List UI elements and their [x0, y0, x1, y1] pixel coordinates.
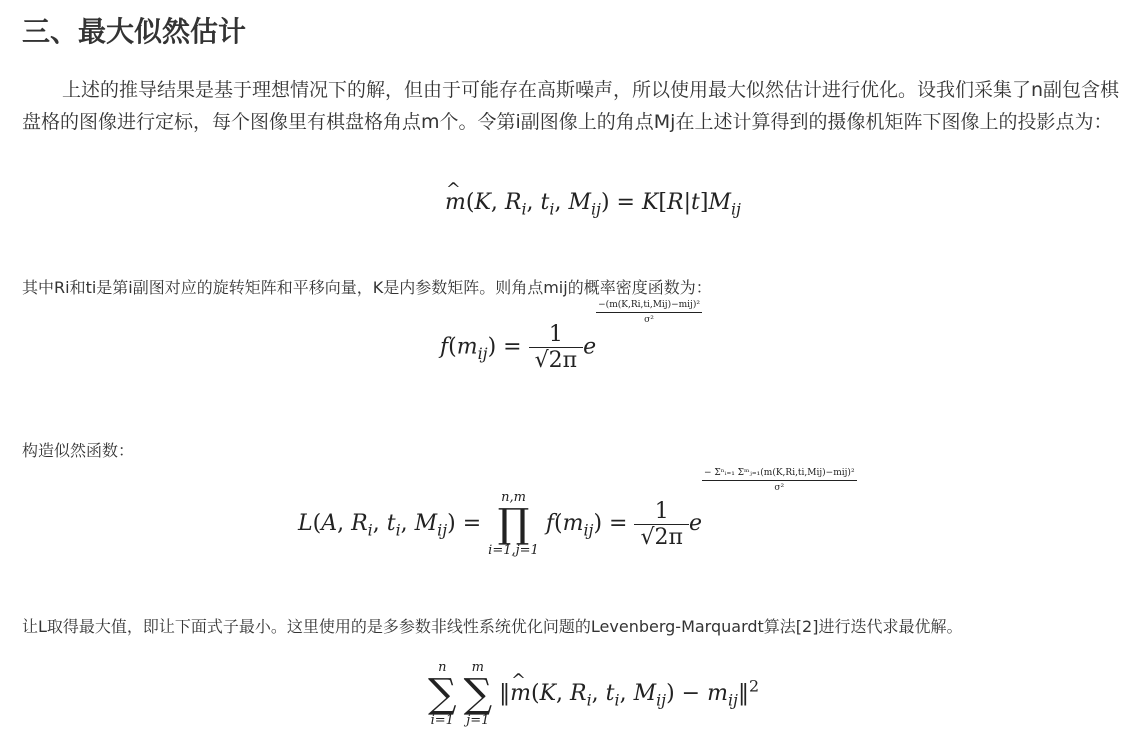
likelihood-fraction	[634, 499, 688, 550]
pdf-exponent-numerator: −(m(K,Ri,ti,Mij)−mij)²	[596, 300, 702, 313]
equation-probability-density: $f(m_{ij})$ = $\frac{1}{√2\pi}$ e −(m(K,Ri,ti,Mij)−mij)² σ²	[440, 300, 700, 373]
pdf-fraction-numerator: 1	[548, 322, 563, 347]
sum-j-upper-limit: m	[471, 660, 484, 675]
likelihood-exponent-numerator: − Σⁿᵢ₌₁ Σᵐⱼ₌₁(m(K,Ri,ti,Mij)−mij)²	[702, 468, 857, 481]
intro-paragraph: 上述的推导结果是基于理想情况下的解，但由于可能存在高斯噪声，所以使用最大似然估计进行优化。设我们采集了n副包含棋盘格的图像进行定标，每个图像里有棋盘格角点m个。令第i副图像上的角点Mj在上述计算得到的摄像机矩阵下图像上的投影点为：	[22, 79, 1120, 133]
pdf-exponent	[596, 300, 702, 325]
sum-j-lower-limit: j=1	[466, 713, 490, 728]
equation-projection: ^ m(K, $R_i$, $t_i$, $M_{ij}) = K[R|t]M_{ij}$	[445, 190, 741, 218]
likelihood-fraction-numerator: 1	[654, 498, 669, 524]
sum-operator-i	[428, 660, 457, 728]
likelihood-exponent	[702, 468, 857, 493]
product-symbol: ∏	[497, 501, 530, 547]
section-heading: 三、最大似然估计	[22, 15, 247, 48]
pdf-fraction-denominator: √2π	[529, 347, 583, 373]
sum-i-symbol: ∑	[428, 671, 457, 717]
sum-j-symbol: ∑	[463, 671, 493, 717]
pdf-exponent-denominator: σ²	[644, 315, 654, 325]
likelihood-paragraph: 构造似然函数：	[22, 441, 135, 460]
equation-likelihood: L(A, $R_i$, $t_i$, $M_{ij}$) = n,m ∏ i=1,j=1 $f(m_{ij})$ = $\frac{1}{√2\pi}$ e − Σⁿᵢ₌₁ Σᵐⱼ₌₁(m(K,Ri,ti,Mij)−mij)² σ²	[298, 468, 855, 558]
sum-i-upper-limit: n	[438, 660, 447, 675]
sum-operator-j	[464, 660, 493, 728]
sum-i-lower-limit: i=1	[430, 713, 454, 728]
likelihood-fraction-denominator: √2π	[634, 524, 688, 550]
product-upper-limit: n,m	[501, 490, 526, 505]
product-operator	[488, 490, 539, 558]
minimize-paragraph: 让L取得最大值，即让下面式子最小。这里使用的是多参数非线性系统优化问题的Levenberg-Marquardt算法[2]进行迭代求最优解。	[22, 617, 963, 636]
equation-objective: n ∑ i=1 m ∑ j=1 ‖^ m(K, $R_i$, $t_i$, $M_{ij}$) − $m_{ij}‖^2$	[428, 660, 759, 728]
likelihood-exponent-denominator: σ²	[774, 483, 785, 493]
product-lower-limit: i=1,j=1	[488, 543, 539, 558]
pdf-fraction	[529, 322, 583, 373]
ri-ti-paragraph: 其中Ri和ti是第i副图对应的旋转矩阵和平移向量，K是内参数矩阵。则角点mij的概率密度函数为：	[22, 278, 712, 297]
